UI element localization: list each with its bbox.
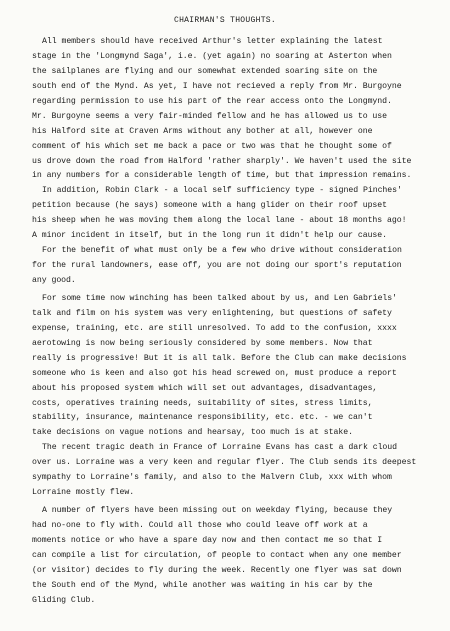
text-line: someone who is keen and also got his head screwed on, must produce a report bbox=[32, 368, 397, 378]
text-line: costs, operatives training needs, suitability of sites, stress limits, bbox=[32, 398, 373, 408]
text-line: stability, insurance, maintenance responsibility, etc. etc. - we can't bbox=[32, 413, 373, 423]
text-line: aerotowing is now being seriously considered by some members. Now that bbox=[32, 338, 373, 348]
text-line: his Halford site at Craven Arms without any bother at all, however one bbox=[32, 126, 373, 136]
text-line: over us. Lorraine was a very keen and regular flyer. The Club sends its deepest bbox=[32, 458, 417, 468]
text-line: Lorraine mostly flew. bbox=[32, 488, 135, 498]
text-line: For the benefit of what must only be a few who drive without consideration bbox=[42, 246, 402, 256]
text-line: for the rural landowners, ease off, you are not doing our sport's reputation bbox=[32, 261, 402, 271]
text-line: stage in the 'Longmynd Saga', i.e. (yet again) no soaring at Asterton when bbox=[32, 51, 392, 61]
text-line: In addition, Robin Clark - a local self sufficiency type - signed Pinches' bbox=[42, 186, 402, 196]
text-line: expense, training, etc. are still unresolved. To add to the confusion, xxxx bbox=[32, 323, 397, 333]
text-line: The recent tragic death in France of Lorraine Evans has cast a dark cloud bbox=[42, 443, 398, 453]
text-line: moments notice or who have a spare day now and then contact me so that I bbox=[32, 535, 383, 545]
text-line: the South end of the Mynd, while another was waiting in his car by the bbox=[32, 580, 373, 590]
body-text bbox=[32, 35, 440, 609]
text-line: the sailplanes are flying and our somewhat extended soaring site on the bbox=[32, 66, 378, 76]
text-line: (or visitor) decides to fly during the week. Recently one flyer was sat down bbox=[32, 565, 402, 575]
text-line: For some time now winching has been talked about by us, and Len Gabriels' bbox=[42, 293, 398, 303]
text-line: can compile a list for circulation, of people to contact when any one member bbox=[32, 550, 402, 560]
text-line: his sheep when he was moving them along the local lane - about 18 months ago! bbox=[32, 216, 407, 226]
text-line: really is progressive! But it is all talk. Before the Club can make decisions bbox=[32, 353, 407, 363]
text-line: any good. bbox=[32, 276, 76, 285]
text-line: had no-one to fly with. Could all those who could leave off work at a bbox=[32, 521, 368, 530]
text-line: south end of the Mynd. As yet, I have not recieved a reply from Mr. Burgoyne bbox=[32, 81, 402, 91]
text-line: petition because (he says) someone with a hang glider on their roof upset bbox=[32, 201, 388, 211]
text-line: talk and film on his system was very enlightening, but questions of safety bbox=[32, 308, 392, 318]
text-line: us drove down the road from Halford 'rather sharply'. We haven't used the site bbox=[32, 156, 412, 166]
text-line: Mr. Burgoyne seems a very fair-minded fellow and he has allowed us to use bbox=[32, 111, 388, 121]
text-line: about his proposed system which will set out advantages, disadvantages, bbox=[32, 383, 378, 393]
text-line: A minor incident in itself, but in the long run it didn't help our cause. bbox=[32, 231, 388, 241]
page-title: CHAIRMAN'S THOUGHTS. bbox=[173, 16, 276, 25]
text-line: Gliding Club. bbox=[32, 595, 96, 605]
text-line: sympathy to Lorraine's family, and also to the Malvern Club, xxx with whom bbox=[32, 473, 392, 483]
text-line: A number of flyers have been missing out on weekday flying, because they bbox=[42, 506, 393, 516]
text-line: take decisions on vague notions and hearsay, too much is at stake. bbox=[32, 428, 353, 438]
text-line: in any numbers for a considerable length of time, but that impression remains. bbox=[32, 171, 412, 181]
text-line: comment of his which set me back a pace or two was that he thought some of bbox=[32, 141, 392, 151]
text-line: regarding permission to use his part of the rear access onto the Longmynd. bbox=[32, 96, 392, 106]
text-line: All members should have received Arthur's letter explaining the latest bbox=[42, 37, 383, 46]
